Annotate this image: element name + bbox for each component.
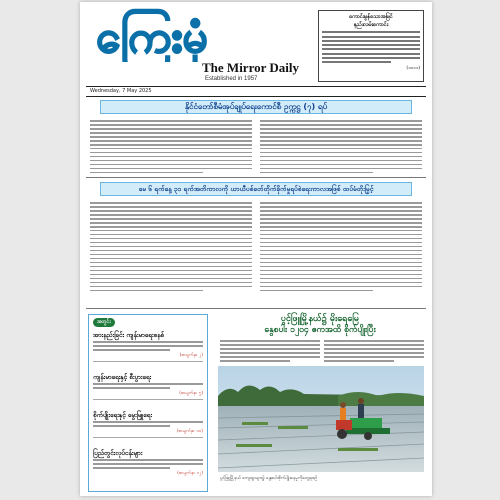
title-en: The Mirror Daily xyxy=(202,60,300,75)
notice-box xyxy=(318,10,424,82)
logo-burmese-text: ကြေးမုံ xyxy=(96,12,208,62)
photo-headline-line-1: ပွင့်ဖြူမြို့နယ်၌ မိုးရေမြေ xyxy=(280,314,360,324)
sidebar-item-heading: စိုက်ပျိုးရေးနှင့် မွေးမြူရေး xyxy=(93,411,152,419)
dateline-date: Wednesday, 7 May 2025 xyxy=(90,88,152,94)
story-divider xyxy=(86,308,426,309)
sidebar-item-page-ref: (စာမျက်နှာ ၂) xyxy=(179,352,203,358)
story-divider xyxy=(86,177,426,178)
dateline-bar xyxy=(86,86,426,97)
established-text: Established in 1957 xyxy=(205,76,258,82)
masthead xyxy=(80,2,432,86)
photo-headline-line-2: နွေစပါး ၁၂၀၄ ဧကအထိ စိုက်ပျိုးပြီး xyxy=(264,325,376,335)
sidebar-item[interactable] xyxy=(93,449,203,477)
top-story-col-left xyxy=(90,120,252,176)
photo-story-headline xyxy=(216,314,424,336)
sidebar-item-page-ref: (စာမျက်နှာ ၁၂) xyxy=(177,470,203,476)
sidebar-item[interactable] xyxy=(93,373,203,400)
middle-story-col-right xyxy=(260,202,422,294)
sidebar-item[interactable] xyxy=(93,331,203,362)
top-headline-banner: နိုင်ငံတော်စီမံအုပ်ချုပ်ရေးကောင်စီ ဥက္ကဋ္ဌ (၇) ရပ် xyxy=(100,100,412,114)
rice-planting-photo xyxy=(218,366,424,472)
notice-footer: (၁၀၁၁) xyxy=(406,65,420,71)
sidebar-item[interactable] xyxy=(93,411,203,438)
sidebar-item-heading: အားနည်းခြင်း ကျန်းမာရေးစနစ် xyxy=(93,331,165,339)
photo-caption: ပွင့်ဖြူမြို့နယ် ကျေးရွာများ၌ နွေစပါးစိုက်ပျိုးနေမှုကိုတွေ့ရစဉ် xyxy=(220,476,318,481)
newspaper-page xyxy=(80,2,432,496)
sidebar-item-heading: ပြည်တွင်းလုပ်ငန်းများ xyxy=(93,449,143,457)
inside-sidebar xyxy=(88,314,208,492)
sidebar-item-page-ref: (စာမျက်နှာ ၅) xyxy=(179,390,203,396)
middle-story-col-left xyxy=(90,202,252,294)
middle-headline-banner: မေ ၆ ရက်နေ့ ၃၁ ရက်အတိကာလကို ယာယီပစ်ခတ်တိုက်ခိုက်မှုရပ်စဲရေးကာလအဖြစ် ထပ်မံတိုးမြှင့် xyxy=(100,182,412,196)
notice-title: ကောင်းမွန်သောအမြင် xyxy=(349,14,393,20)
top-story-col-right xyxy=(260,120,422,176)
photo-story-text-left xyxy=(220,340,320,364)
sidebar-tag: အတွင်း xyxy=(93,318,115,327)
newspaper-logo xyxy=(92,8,282,62)
sidebar-item-page-ref: (စာမျက်နှာ ၁၀) xyxy=(176,428,203,434)
photo-story-text-right xyxy=(324,340,424,364)
sidebar-item-heading: ကျန်းမာရေးနှင့် စီးပွားရေး xyxy=(93,373,152,381)
notice-subtitle: နည်းလမ်းကောင်း xyxy=(353,22,389,28)
